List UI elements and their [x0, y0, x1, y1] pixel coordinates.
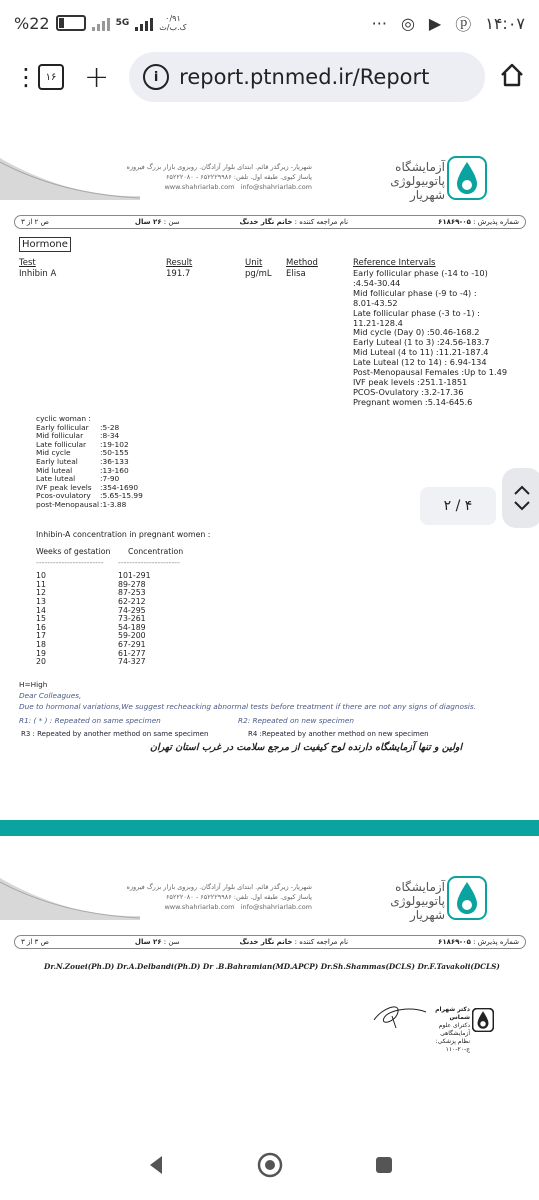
cycle-phase: post-Menopausal — [36, 499, 100, 509]
test-result: 191.7 — [166, 269, 191, 279]
pregnancy-row — [36, 641, 183, 650]
net-speed-unit: ک.ب/ث — [159, 23, 187, 32]
reception-2 — [438, 938, 519, 946]
cycle-table — [36, 415, 143, 510]
concentration-range: 74-295 — [118, 605, 146, 615]
test-name: Inhibin A — [19, 269, 57, 279]
battery-percent: %22 — [14, 13, 50, 33]
net-speed-value: ۰/۹۱ — [165, 14, 181, 23]
lab-email-2: info@shahriarlab.com — [240, 903, 312, 911]
concentration-range: 62-212 — [118, 596, 146, 606]
tab-count-button[interactable]: ۱۶ — [38, 64, 64, 90]
cycle-phase: Early luteal — [36, 456, 78, 466]
cycle-range: :5.65-15.99 — [100, 491, 143, 501]
header-reference: Reference Intervals — [353, 258, 436, 268]
patient-name-label: نام مراجعه کننده : — [294, 218, 349, 226]
patient-name-value: خانم نگار خدنگ — [239, 218, 293, 226]
lab-address-line1-2: شهریار- زیرگذر قائم. ابتدای بلوار آزادگان. روبروی بازار بزرگ فیروزه — [126, 883, 312, 891]
age-value-2: ۲۶ سال — [134, 938, 162, 946]
lab-logo-icon — [447, 156, 487, 200]
address-bar[interactable] — [129, 52, 485, 102]
cycle-phase: Mid follicular — [36, 431, 84, 441]
concentration-range: 87-253 — [118, 588, 146, 598]
instagram-icon: ◎ — [400, 13, 415, 33]
gestation-week: 12 — [36, 588, 46, 598]
concentration-range: 101-291 — [118, 571, 151, 581]
reception — [438, 218, 519, 226]
play-icon: ▶ — [428, 13, 442, 33]
lab-web-line-2 — [112, 902, 312, 912]
pregnancy-row — [36, 607, 183, 616]
lab-name-line3: شهریار — [410, 188, 445, 202]
stamp-logo-icon — [472, 1008, 494, 1032]
page-separator — [0, 820, 539, 836]
home-icon[interactable] — [499, 62, 525, 92]
page-no-2: ص ۳ از ۳ — [21, 938, 50, 946]
browser-toolbar — [0, 46, 539, 108]
r4-note: R4 :Repeated by another method on new specimen — [248, 730, 429, 738]
age-label: سن : — [163, 218, 180, 226]
report-header — [0, 140, 539, 218]
lab-name-line3-2: شهریار — [410, 908, 445, 922]
new-tab-plus-icon[interactable]: + — [84, 59, 110, 95]
pregnancy-row — [36, 624, 183, 633]
status-left — [14, 14, 187, 33]
lab-header — [0, 140, 539, 218]
lab-name — [365, 160, 445, 202]
cycle-phase: Late luteal — [36, 474, 76, 484]
net-speed — [159, 14, 186, 32]
doctors-list: Dr.N.Zouei(Ph.D) Dr.A.Delbandi(Ph.D) Dr .B.Bahramian(MD.APCP) Dr.Sh.Shammas(DCLS) Dr.F.Tavakoli(DCLS) — [44, 962, 500, 971]
lab-address-line2-2: پاساژ کیوی. طبقه اول. تلفن: ۶۵۲۲۲۹۹۸۶ - ۶۵۲۲۲۰۸۰ — [165, 893, 312, 901]
age-label-2: سن : — [163, 938, 180, 946]
gestation-week: 11 — [36, 579, 46, 589]
lab-name-line1: آزمایشگاه — [395, 160, 445, 174]
pregnancy-row — [36, 572, 183, 581]
lab-name-line2-2: پاتوبیولوژی — [390, 894, 445, 908]
lab-email: info@shahriarlab.com — [240, 183, 312, 191]
section-title: Hormone — [19, 237, 71, 252]
gestation-week: 14 — [36, 605, 46, 615]
lab-address-line1: شهریار- زیرگذر قائم. ابتدای بلوار آزادگان. روبروی بازار بزرگ فیروزه — [126, 163, 312, 171]
lab-address-2 — [112, 882, 312, 912]
pregnancy-row — [36, 598, 183, 607]
header-method: Method — [286, 258, 318, 268]
high-legend: H=High — [19, 680, 48, 689]
back-icon[interactable] — [146, 1154, 166, 1176]
pregnancy-table — [36, 548, 183, 667]
reception-label: شماره پذیرش : — [473, 218, 519, 226]
gestation-week: 10 — [36, 571, 46, 581]
stamp-line3: نظام پزشکی: ج-۲۰-۱۱۰ — [435, 1038, 470, 1053]
cycle-phase: Early follicular — [36, 422, 89, 432]
menu-kebab-icon[interactable]: ⋮ — [14, 63, 38, 91]
cycle-rows — [36, 424, 143, 510]
gestation-week: 18 — [36, 639, 46, 649]
age-value: ۲۶ سال — [134, 218, 162, 226]
stamp-line2: دکترای علوم آزمایشگاهی — [438, 1022, 470, 1037]
concentration-range: 89-278 — [118, 579, 146, 589]
gestation-week: 17 — [36, 631, 46, 641]
cycle-range: :36-133 — [100, 456, 129, 466]
dear-colleagues: Dear Colleagues, — [19, 691, 82, 700]
r2-note: R2: Repeated on new specimen — [238, 716, 354, 725]
col-concentration: Concentration — [128, 547, 184, 556]
pregnancy-row — [36, 581, 183, 590]
cycle-range: :354-1690 — [100, 482, 139, 492]
header-test: Test — [19, 258, 36, 268]
cycle-range: :13-160 — [100, 465, 129, 475]
pinterest-icon: ⓟ — [455, 14, 472, 34]
col-weeks: Weeks of gestation — [36, 547, 111, 556]
cycle-range: :5-28 — [100, 422, 120, 432]
cycle-title: cyclic woman : — [36, 414, 91, 423]
cycle-row — [36, 501, 143, 510]
advice-note: Due to hormonal variations,We suggest recheacking abnormal tests before treatment if there are not any signs of diagnosis. — [19, 702, 476, 711]
status-bar — [0, 0, 539, 46]
gestation-week: 19 — [36, 648, 46, 658]
battery-icon — [56, 15, 86, 31]
gestation-week: 20 — [36, 657, 46, 667]
reception-label-2: شماره پذیرش : — [473, 938, 519, 946]
site-info-icon[interactable]: i — [143, 64, 169, 90]
pregnancy-row — [36, 615, 183, 624]
cycle-phase: IVF peak levels — [36, 482, 92, 492]
pregnancy-row — [36, 650, 183, 659]
patient-name-2 — [240, 938, 349, 946]
pregnancy-rows — [36, 572, 183, 667]
recents-icon[interactable] — [374, 1155, 394, 1175]
r1-note: R1: ( * ) : Repeated on same specimen — [19, 716, 161, 725]
page-indicator: ۲ / ۴ — [420, 487, 496, 525]
page-no: ص ۲ از ۳ — [21, 218, 50, 226]
lab-address — [112, 162, 312, 192]
cycle-range: :8-34 — [100, 431, 120, 441]
concentration-range: 74-327 — [118, 657, 146, 667]
concentration-range: 67-291 — [118, 639, 146, 649]
gestation-week: 16 — [36, 622, 46, 632]
lab-name-2 — [365, 880, 445, 922]
stamp-line1: دکتر شهرام شماس — [435, 1006, 470, 1021]
lab-name-line1-2: آزمایشگاه — [395, 880, 445, 894]
status-right — [372, 12, 525, 35]
lab-web-line — [112, 182, 312, 192]
cycle-phase: Late follicular — [36, 439, 87, 449]
patient-age-2 — [135, 938, 180, 946]
test-method: Elisa — [286, 269, 306, 279]
network-type: 5G — [115, 18, 130, 28]
quality-slogan: اولین و تنها آزمایشگاه دارنده لوح کیفیت از مرجع سلامت در غرب استان تهران — [150, 742, 463, 753]
concentration-range: 61-277 — [118, 648, 146, 658]
lab-header-2 — [0, 860, 539, 938]
concentration-range: 73-261 — [118, 614, 146, 624]
lab-address-line2: پاساژ کیوی. طبقه اول. تلفن: ۶۵۲۲۲۹۹۸۶ - ۶۵۲۲۲۰۸۰ — [165, 173, 312, 181]
pregnancy-header — [36, 548, 183, 557]
signal-icon — [92, 15, 110, 31]
test-unit: pg/mL — [245, 269, 272, 279]
system-nav-bar — [0, 1130, 539, 1200]
cycle-phase: Mid cycle — [36, 448, 71, 458]
cycle-range: :19-102 — [100, 439, 129, 449]
cycle-phase: Mid luteal — [36, 465, 73, 475]
patient-age — [135, 218, 180, 226]
reception-no-2: ۰۵-۶۱۸۶۹ — [438, 938, 471, 946]
clock: ۱۴:۰۷ — [485, 13, 525, 33]
reception-no: ۰۵-۶۱۸۶۹ — [438, 218, 471, 226]
pregnancy-row — [36, 589, 183, 598]
pregnancy-title: Inhibin-A concentration in pregnant women : — [36, 530, 211, 539]
cycle-phase: Pcos-ovulatory — [36, 491, 91, 501]
patient-bar-2 — [14, 935, 526, 949]
concentration-range: 54-189 — [118, 622, 146, 632]
pregnancy-divider: ------------------------ ---------------------- — [36, 557, 180, 567]
report-header-2 — [0, 860, 539, 938]
url-text: report.ptnmed.ir/Report — [179, 65, 430, 89]
chevron-up-icon[interactable] — [514, 485, 530, 495]
header-result: Result — [166, 258, 193, 268]
lab-name-line2: پاتوبیولوژی — [390, 174, 445, 188]
pregnancy-row — [36, 658, 183, 667]
doctor-stamp — [416, 1006, 470, 1054]
patient-name — [240, 218, 349, 226]
signal-5g-icon — [135, 15, 153, 31]
gestation-week: 15 — [36, 614, 46, 624]
cycle-range: :7-90 — [100, 474, 120, 484]
gestation-week: 13 — [36, 596, 46, 606]
lab-web: www.shahriarlab.com — [164, 183, 235, 191]
r3-note: R3 : Repeated by another method on same specimen — [21, 730, 209, 738]
scroll-button[interactable] — [502, 468, 539, 528]
cycle-range: :1-3.88 — [100, 499, 127, 509]
pregnancy-row — [36, 632, 183, 641]
lab-web-2: www.shahriarlab.com — [164, 903, 235, 911]
patient-bar — [14, 215, 526, 229]
reference-intervals: Early follicular phase (-14 to -10) :4.54-30.44 Mid follicular phase (-9 to -4) : 8.01-43.52 Late follicular phase (-3 to -1) : 11.21-128.4 Mid cycle (Day 0) :50.46-168.2 Early Luteal (1 to 3) :24.56-183.7 Mid Luteal (4 to 11) :11.21-187.4 Late Luteal (12 to 14) : 6.94-134 Post-Menopausal Females :Up to 1.49 IVF peak levels :251.1-1851 PCOS-Ovulatory :3.2-17.36 Pregnant women :5.14-645.6 — [353, 268, 508, 407]
chevron-down-icon[interactable] — [514, 501, 530, 511]
patient-name-value-2: خانم نگار خدنگ — [239, 938, 293, 946]
concentration-range: 59-200 — [118, 631, 146, 641]
more-dots-icon: ··· — [371, 13, 387, 33]
cycle-range: :50-155 — [100, 448, 129, 458]
header-unit: Unit — [245, 258, 263, 268]
patient-name-label-2: نام مراجعه کننده : — [294, 938, 349, 946]
home-button-icon[interactable] — [257, 1152, 283, 1178]
lab-logo-icon-2 — [447, 876, 487, 920]
